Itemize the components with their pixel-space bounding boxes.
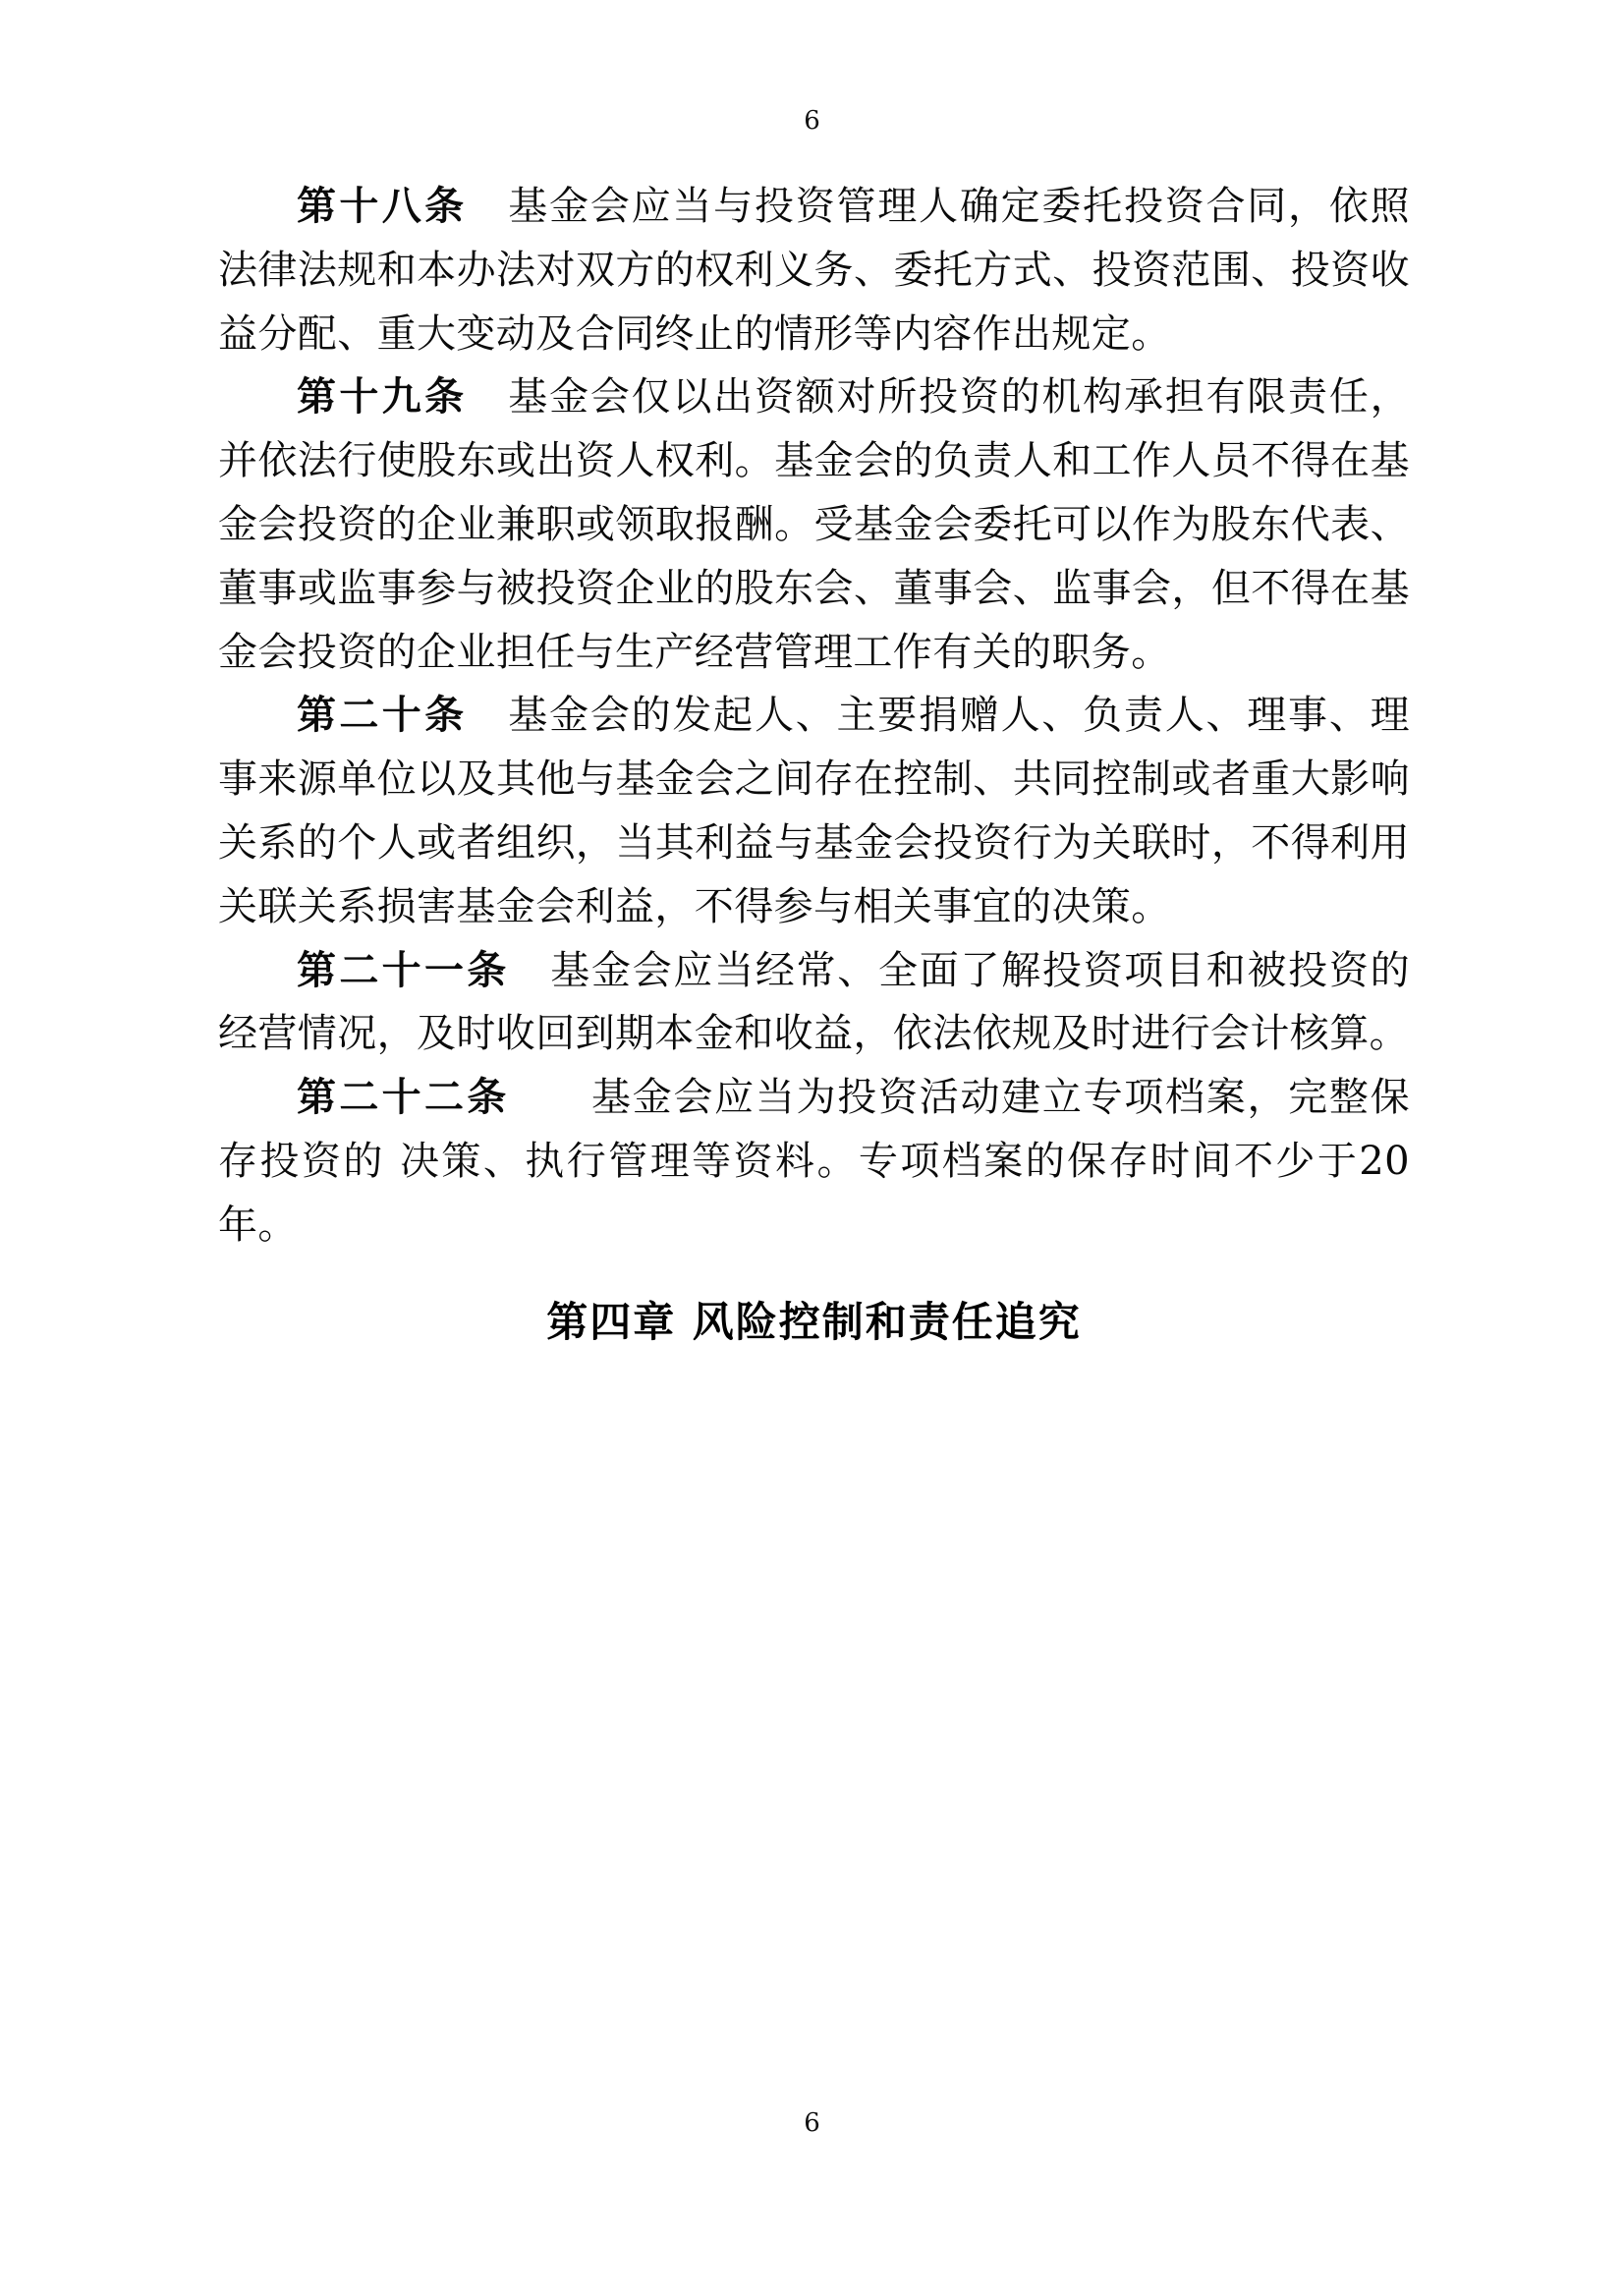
article-body-22: 基金会应当为投资活动建立专项档案，完整保存投资的 决策、执行管理等资料。专项档案的保存时间不少于20年。 [218,1075,1410,1248]
article-body-21: 基金会应当经常、全面了解投资项目和被投资的经营情况，及时收回到期本金和收益，依法依规及时进行会计核算。 [218,947,1410,1057]
article-label-22: 第二十二条 [297,1074,510,1121]
paragraph-article-18 [218,175,1410,365]
page-number-header: 6 [804,106,820,136]
paragraph-article-20 [218,684,1410,938]
paragraph-article-19 [218,365,1410,684]
paragraph-article-22 [218,1066,1410,1257]
article-label-21: 第二十一条 [297,946,510,993]
article-label-19: 第十九条 [297,373,468,420]
article-label-18: 第十八条 [297,183,468,229]
article-body-20: 基金会的发起人、主要捐赠人、负责人、理事、理事来源单位以及其他与基金会之间存在控制、共同控制或者重大影响关系的个人或者组织，当其利益与基金会投资行为关联时，不得利用关联关系损害基金会利益，不得参与相关事宜的决策。 [218,693,1411,929]
article-body-18: 基金会应当与投资管理人确定委托投资合同，依照法律法规和本办法对双方的权利义务、委托方式、投资范围、投资收益分配、重大变动及合同终止的情形等内容作出规定。 [218,184,1411,357]
chapter-heading: 第四章 风险控制和责任追究 [546,1297,1082,1346]
page-content [218,175,1410,1353]
article-label-20: 第二十条 [297,692,468,739]
paragraph-article-21 [218,939,1410,1067]
article-body-19: 基金会仅以出资额对所投资的机构承担有限责任，并依法行使股东或出资人权利。基金会的负责人和工作人员不得在基金会投资的企业兼职或领取报酬。受基金会委托可以作为股东代表、董事或监事参与被投资企业的股东会、董事会、监事会，但不得在基金会投资的企业担任与生产经营管理工作有关的职务。 [218,374,1411,675]
page-number-footer: 6 [804,2108,820,2138]
